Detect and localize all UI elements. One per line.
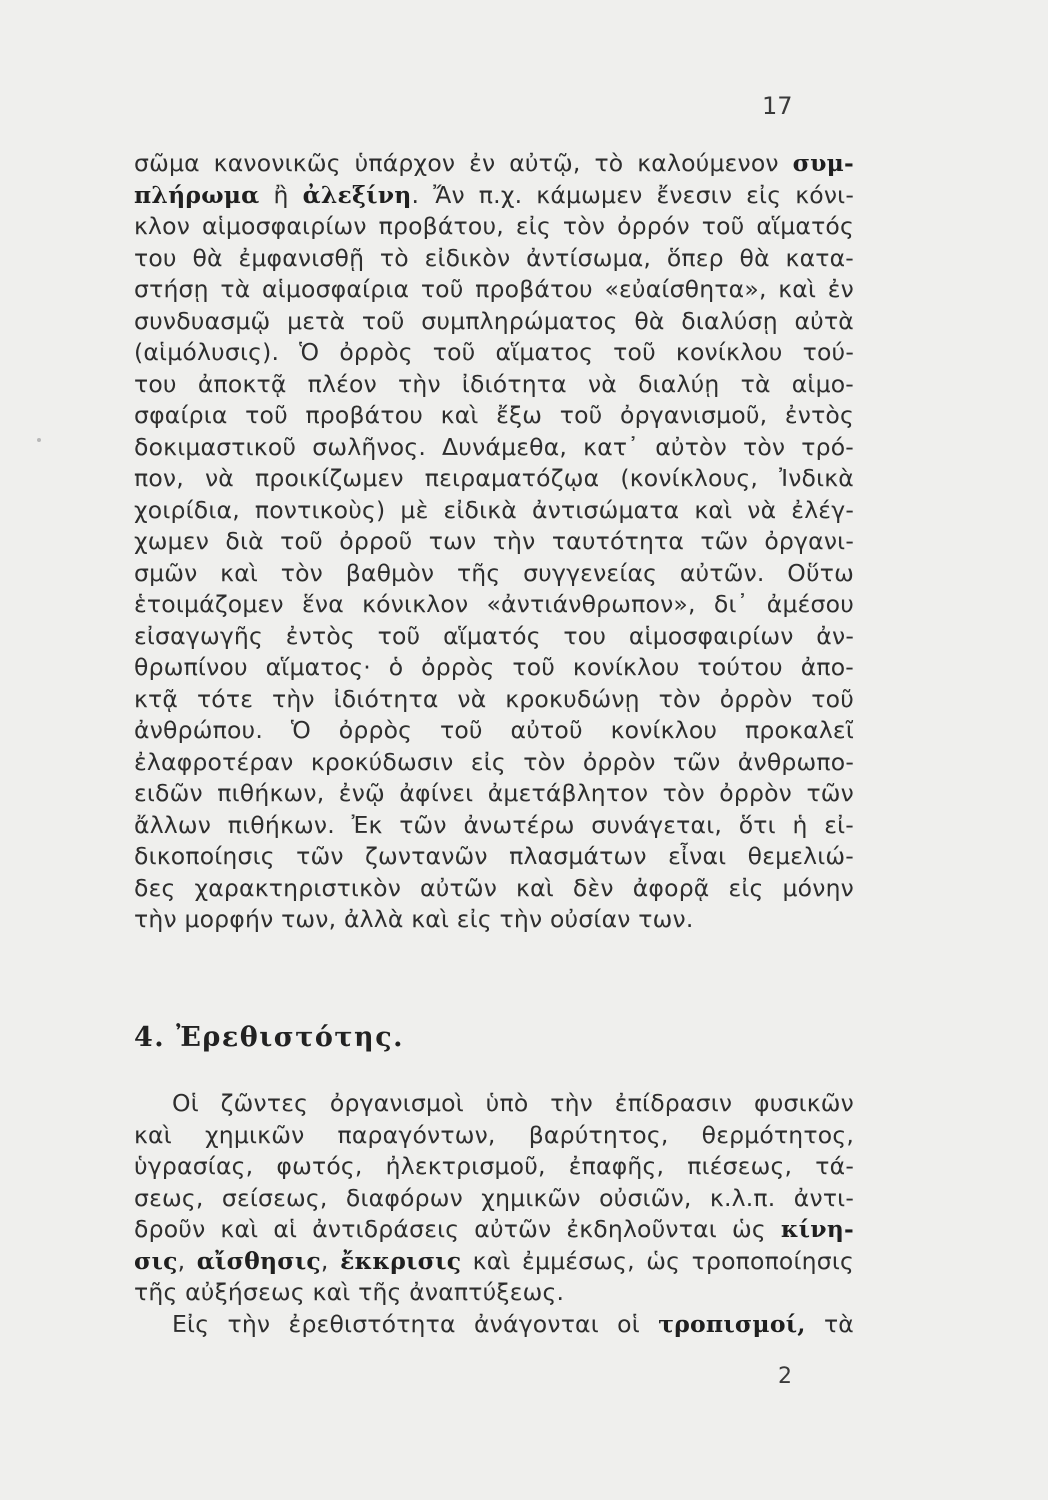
paragraph-irritability (134, 1088, 854, 1340)
paragraph-continuation (134, 148, 854, 936)
page-number: 17 (762, 92, 793, 120)
text-line: του θὰ ἐμφανισθῇ τὸ εἰδικὸν ἀντίσωμα, ὅπερ θὰ κατα- (134, 243, 854, 272)
text-line: του ἀποκτᾷ πλέον τὴν ἰδιότητα νὰ διαλύῃ τὰ αἱμο- (134, 369, 854, 398)
text-line: σφαίρια τοῦ προβάτου καὶ ἔξω τοῦ ὀργανισμοῦ, ἐντὸς (134, 401, 854, 429)
bold-term: συμ- (792, 149, 854, 177)
text-line: ἑτοιμάζομεν ἕνα κόνικλον «ἀντιάνθρωπον», δι᾽ ἀμέσου (134, 590, 854, 618)
text-line: εἰσαγωγῆς ἐντὸς τοῦ αἵματός του αἱμοσφαιρίων ἀν- (134, 621, 854, 650)
text-line: Οἱ ζῶντες ὀργανισμοὶ ὑπὸ τὴν ἐπίδρασιν φυσικῶν (172, 1089, 854, 1117)
signature-mark: 2 (778, 1364, 792, 1389)
section-heading (134, 1022, 404, 1053)
bold-term: κίνη- (780, 1215, 854, 1243)
text-line: Εἰς τὴν ἐρεθιστότητα ἀνάγονται οἱ τροπισμοί, τὰ (172, 1309, 855, 1338)
text-line: (αἱμόλυσις). Ὁ ὀρρὸς τοῦ αἵματος τοῦ κονίκλου τού- (134, 338, 854, 366)
text-line: δοκιμαστικοῦ σωλῆνος. Δυνάμεθα, κατ᾽ αὐτὸν τὸν τρό- (134, 432, 854, 461)
bold-term: αἴσθησις (196, 1246, 321, 1275)
text-line: ὑγρασίας, φωτός, ἠλεκτρισμοῦ, ἐπαφῆς, πιέσεως, τά- (134, 1152, 854, 1180)
text-line: δικοποίησις τῶν ζωντανῶν πλασμάτων εἶναι θεμελιώ- (134, 842, 854, 870)
bold-term: τροπισμοί, (658, 1309, 806, 1338)
text-line: δροῦν καὶ αἱ ἀντιδράσεις αὐτῶν ἐκδηλοῦνται ὡς κίνη- (134, 1215, 854, 1243)
bold-term: πλήρωμα (134, 180, 260, 209)
text-line: χοιρίδια, ποντικοὺς) μὲ εἰδικὰ ἀντισώματα καὶ νὰ ἐλέγ- (134, 495, 854, 524)
bold-term: σις (134, 1246, 178, 1275)
text-line: σμῶν καὶ τὸν βαθμὸν τῆς συγγενείας αὐτῶν. Οὕτω (134, 558, 854, 587)
text-line: ἀνθρώπου. Ὁ ὀρρὸς τοῦ αὐτοῦ κονίκλου προκαλεῖ (134, 716, 854, 744)
text-line: χωμεν διὰ τοῦ ὀρροῦ των τὴν ταυτότητα τῶν ὀργανι- (134, 527, 854, 555)
text-line: πον, νὰ προικίζωμεν πειραματόζῳα (κονίκλους, Ἰνδικὰ (134, 464, 854, 492)
text-line: τῆς αὐξήσεως καὶ τῆς ἀναπτύξεως. (134, 1278, 565, 1306)
text-line: καὶ χημικῶν παραγόντων, βαρύτητος, θερμότητος, (134, 1120, 854, 1149)
text-line: σεως, σείσεως, διαφόρων χημικῶν οὐσιῶν, κ.λ.π. ἀντι- (134, 1183, 854, 1212)
text-line: δες χαρακτηριστικὸν αὐτῶν καὶ δὲν ἀφορᾷ εἰς μόνην (134, 873, 854, 902)
scan-speck (37, 438, 41, 442)
text-line: ἐλαφροτέραν κροκύδωσιν εἰς τὸν ὀρρὸν τῶν ἀνθρωπο- (134, 747, 854, 776)
section-title: Ἐρεθιστότης. (176, 1022, 405, 1053)
text-line: πλήρωμα ἢ ἀλεξίνη. Ἄν π.χ. κάμωμεν ἔνεσιν εἰς κόνι- (134, 180, 854, 209)
text-line: ἄλλων πιθήκων. Ἐκ τῶν ἀνωτέρω συνάγεται, ὅτι ἡ εἰ- (134, 810, 854, 839)
text-line: σῶμα κανονικῶς ὑπάρχον ἐν αὐτῷ, τὸ καλούμενον συμ- (134, 149, 854, 177)
bold-term: ἔκκρισις (340, 1246, 462, 1275)
text-line: σις, αἴσθησις, ἔκκρισις καὶ ἐμμέσως, ὡς τροποποίησις (134, 1246, 854, 1275)
text-line: στήσῃ τὰ αἱμοσφαίρια τοῦ προβάτου «εὐαίσθητα», καὶ ἐν (134, 275, 854, 303)
text-line: συνδυασμῷ μετὰ τοῦ συμπληρώματος θὰ διαλύσῃ αὐτὰ (134, 306, 854, 335)
text-line: ειδῶν πιθήκων, ἐνῷ ἀφίνει ἀμετάβλητον τὸν ὀρρὸν τῶν (134, 779, 854, 807)
text-line: κτᾷ τότε τὴν ἰδιότητα νὰ κροκυδώνῃ τὸν ὀρρὸν τοῦ (134, 684, 854, 713)
text-line: τὴν μορφήν των, ἀλλὰ καὶ εἰς τὴν οὐσίαν των. (134, 905, 694, 933)
section-number: 4. (134, 1022, 166, 1053)
bold-term: ἀλεξίνη (302, 180, 412, 209)
text-line: θρωπίνου αἵματος· ὁ ὀρρὸς τοῦ κονίκλου τούτου ἀπο- (134, 653, 854, 681)
text-line: κλον αἱμοσφαιρίων προβάτου, εἰς τὸν ὀρρόν τοῦ αἵματός (134, 212, 854, 240)
